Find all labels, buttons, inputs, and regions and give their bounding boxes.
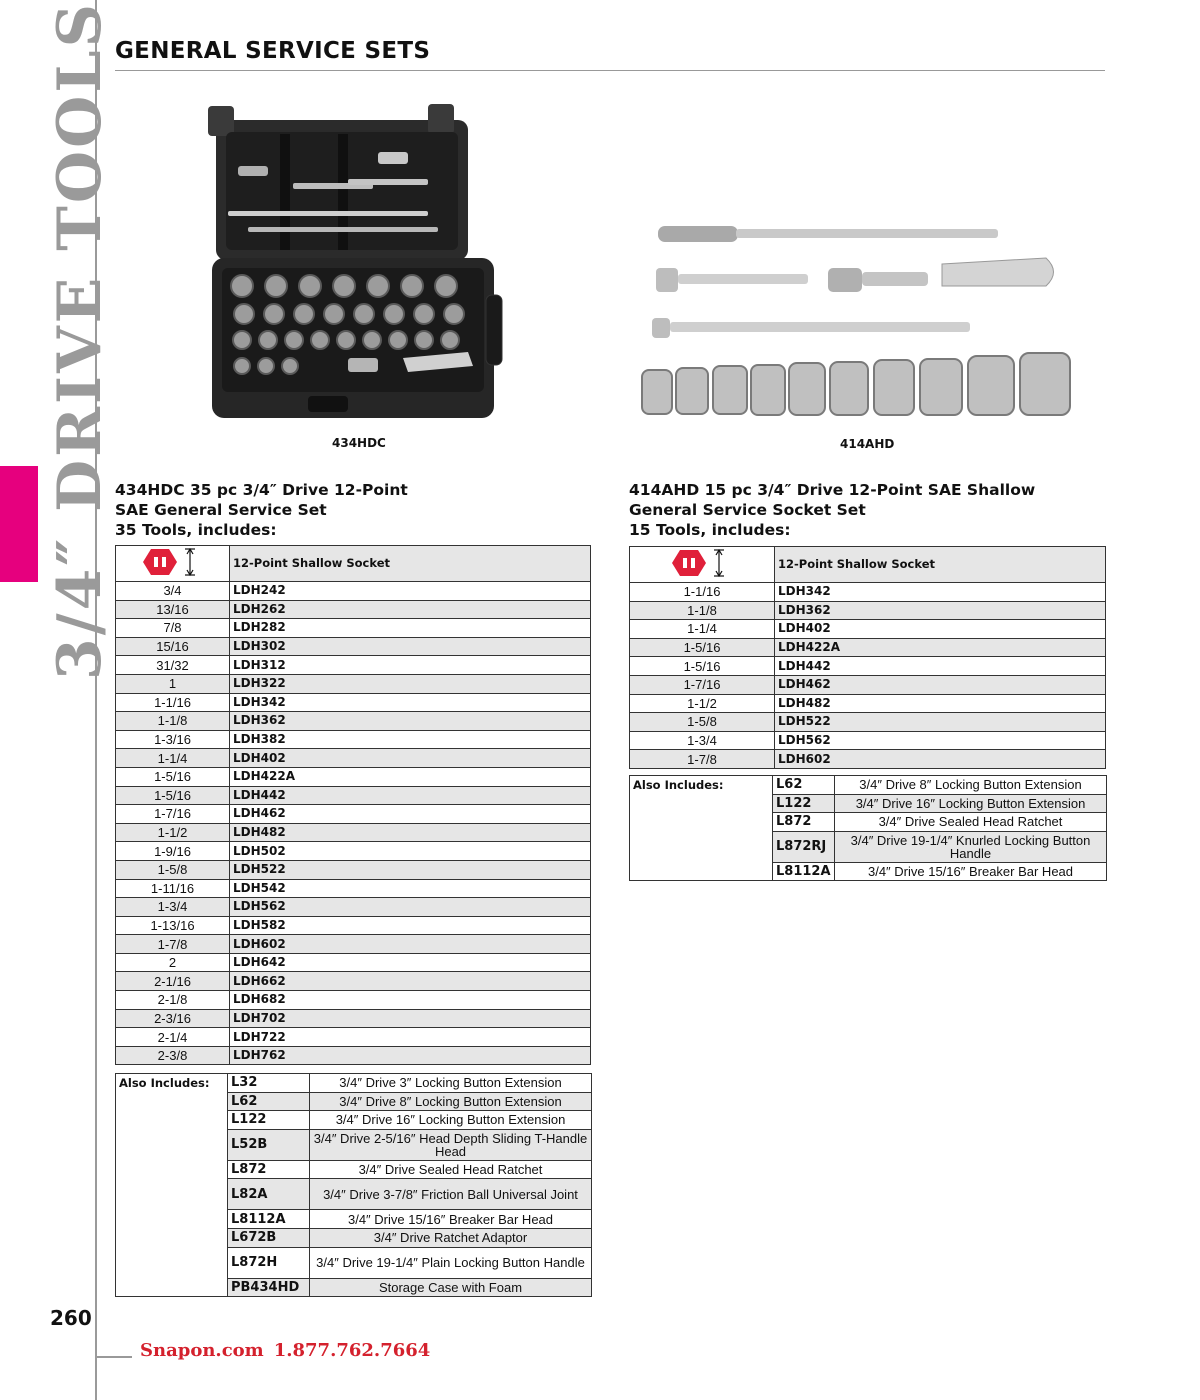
part-number: PB434HD [228, 1278, 310, 1297]
table-row [630, 675, 1106, 694]
table-row [116, 1046, 591, 1065]
part-number: LDH502 [230, 842, 591, 861]
table-row [630, 713, 1106, 732]
434hdc-set-heading [115, 480, 408, 540]
434hdc-heading-line-2: SAE General Service Set [115, 501, 327, 519]
part-number: LDH482 [775, 694, 1106, 713]
part-number: LDH762 [230, 1046, 591, 1065]
socket-size: 1-3/4 [630, 731, 775, 750]
item-description: 3/4″ Drive 15/16″ Breaker Bar Head [835, 862, 1107, 881]
434hdc-caption: 434HDC [332, 436, 386, 450]
part-number: LDH522 [230, 860, 591, 879]
socket-size: 1-5/8 [630, 713, 775, 732]
part-number: LDH402 [230, 749, 591, 768]
part-number: LDH282 [230, 619, 591, 638]
part-number: LDH362 [230, 712, 591, 731]
footer-phone: 1.877.762.7664 [273, 1340, 431, 1361]
table-header-label: 12-Point Shallow Socket [775, 547, 1106, 583]
part-number: LDH642 [230, 953, 591, 972]
414ahd-heading-line-2: General Service Socket Set [629, 501, 866, 519]
socket-size: 1-1/16 [116, 693, 230, 712]
part-number: LDH562 [230, 898, 591, 917]
table-row [630, 657, 1106, 676]
434hdc-also-includes-table [115, 1073, 592, 1297]
434hdc-also-rows [116, 1074, 592, 1297]
part-number: LDH322 [230, 674, 591, 693]
part-number: LDH582 [230, 916, 591, 935]
part-number: LDH722 [230, 1028, 591, 1047]
table-row [116, 767, 591, 786]
414ahd-heading-line-1: 414AHD 15 pc 3/4″ Drive 12-Point SAE Shallow [629, 481, 1036, 499]
table-row [116, 1009, 591, 1028]
page-title: GENERAL SERVICE SETS [115, 38, 431, 64]
item-description: 3/4″ Drive Sealed Head Ratchet [835, 813, 1107, 832]
socket-size: 7/8 [116, 619, 230, 638]
part-number: LDH482 [230, 823, 591, 842]
table-row [630, 750, 1106, 769]
socket-size: 1-1/4 [630, 620, 775, 639]
part-number: LDH262 [230, 600, 591, 619]
434hdc-heading-line-1: 434HDC 35 pc 3/4″ Drive 12-Point [115, 481, 408, 499]
part-number: LDH542 [230, 879, 591, 898]
part-number: LDH562 [775, 731, 1106, 750]
socket-size: 31/32 [116, 656, 230, 675]
414ahd-socket-rows [630, 583, 1106, 769]
part-number: LDH602 [230, 935, 591, 954]
part-number: LDH662 [230, 972, 591, 991]
socket-size: 1-11/16 [116, 879, 230, 898]
socket-size: 1-13/16 [116, 916, 230, 935]
part-number: L872 [773, 813, 835, 832]
socket-size: 1-1/16 [630, 583, 775, 602]
item-description: 3/4″ Drive 2-5/16″ Head Depth Sliding T-Handle Head [310, 1129, 592, 1160]
part-number: LDH342 [230, 693, 591, 712]
414ahd-caption: 414AHD [840, 437, 895, 451]
title-divider [115, 70, 1105, 71]
414ahd-also-includes-table [629, 775, 1107, 881]
item-description: 3/4″ Drive 19-1/4″ Plain Locking Button Handle [310, 1247, 592, 1278]
part-number: L52B [228, 1129, 310, 1160]
part-number: L872 [228, 1160, 310, 1179]
socket-size: 1-5/16 [630, 638, 775, 657]
table-row [630, 776, 1107, 795]
item-description: 3/4″ Drive 16″ Locking Button Extension [835, 794, 1107, 813]
table-row [116, 1028, 591, 1047]
414ahd-also-rows [630, 776, 1107, 881]
item-description: 3/4″ Drive 15/16″ Breaker Bar Head [310, 1210, 592, 1229]
socket-size: 1-5/16 [116, 767, 230, 786]
socket-size: 2 [116, 953, 230, 972]
socket-size: 2-1/8 [116, 991, 230, 1010]
socket-size: 1-3/16 [116, 730, 230, 749]
table-row [630, 620, 1106, 639]
part-number: L8112A [228, 1210, 310, 1229]
414ahd-heading-line-3: 15 Tools, includes: [629, 521, 791, 539]
part-number: LDH442 [775, 657, 1106, 676]
table-row [116, 786, 591, 805]
table-row [116, 991, 591, 1010]
414ahd-set-heading [629, 480, 1035, 540]
also-includes-label: Also Includes: [630, 776, 773, 881]
part-number: LDH462 [230, 805, 591, 824]
table-row [630, 601, 1106, 620]
footer-rule [97, 1356, 132, 1358]
table-row [116, 637, 591, 656]
table-row [116, 860, 591, 879]
part-number: LDH382 [230, 730, 591, 749]
part-number: L122 [228, 1111, 310, 1130]
item-description: 3/4″ Drive 3-7/8″ Friction Ball Universal Joint [310, 1179, 592, 1210]
part-number: LDH402 [775, 620, 1106, 639]
part-number: LDH602 [775, 750, 1106, 769]
part-number: LDH522 [775, 713, 1106, 732]
table-row [116, 712, 591, 731]
socket-size: 2-3/16 [116, 1009, 230, 1028]
section-tab [0, 466, 38, 582]
part-number: LDH442 [230, 786, 591, 805]
socket-size: 1-3/4 [116, 898, 230, 917]
12-point-socket-icon [630, 547, 775, 583]
434hdc-socket-table [115, 545, 591, 1065]
table-header-row [116, 546, 591, 582]
part-number: L8112A [773, 862, 835, 881]
414ahd-product-photo [636, 212, 1076, 427]
item-description: 3/4″ Drive 8″ Locking Button Extension [835, 776, 1107, 795]
table-row [116, 693, 591, 712]
part-number: L62 [228, 1092, 310, 1111]
socket-size: 1-5/8 [116, 860, 230, 879]
socket-size: 1-1/2 [116, 823, 230, 842]
part-number: LDH342 [775, 583, 1106, 602]
table-row [630, 583, 1106, 602]
socket-size: 1-1/8 [630, 601, 775, 620]
table-row [116, 805, 591, 824]
table-row [116, 1074, 592, 1093]
side-title: 3/4″ DRIVE TOOLS [45, 1, 115, 680]
socket-size: 15/16 [116, 637, 230, 656]
table-row [116, 972, 591, 991]
table-row [116, 879, 591, 898]
table-row [116, 619, 591, 638]
part-number: LDH702 [230, 1009, 591, 1028]
part-number: L32 [228, 1074, 310, 1093]
part-number: L82A [228, 1179, 310, 1210]
table-row [116, 953, 591, 972]
part-number: L62 [773, 776, 835, 795]
table-row [116, 916, 591, 935]
item-description: Storage Case with Foam [310, 1278, 592, 1297]
434hdc-product-photo [198, 100, 518, 425]
table-row [116, 582, 591, 601]
part-number: L872RJ [773, 831, 835, 862]
part-number: LDH682 [230, 991, 591, 1010]
socket-size: 1-1/8 [116, 712, 230, 731]
table-header-row [630, 547, 1106, 583]
table-row [116, 656, 591, 675]
socket-size: 2-1/4 [116, 1028, 230, 1047]
socket-size: 1-7/16 [630, 675, 775, 694]
table-header-label: 12-Point Shallow Socket [230, 546, 591, 582]
socket-size: 1-9/16 [116, 842, 230, 861]
part-number: LDH242 [230, 582, 591, 601]
table-row [116, 823, 591, 842]
part-number: LDH462 [775, 675, 1106, 694]
socket-size: 1-7/8 [116, 935, 230, 954]
socket-size: 1-1/2 [630, 694, 775, 713]
socket-size: 1-1/4 [116, 749, 230, 768]
table-row [630, 638, 1106, 657]
socket-size: 1-7/8 [630, 750, 775, 769]
socket-size: 2-1/16 [116, 972, 230, 991]
part-number: LDH422A [775, 638, 1106, 657]
part-number: LDH312 [230, 656, 591, 675]
table-row [116, 842, 591, 861]
part-number: LDH422A [230, 767, 591, 786]
socket-size: 1-5/16 [630, 657, 775, 676]
part-number: LDH302 [230, 637, 591, 656]
414ahd-socket-table [629, 546, 1106, 769]
12-point-socket-icon [116, 546, 230, 582]
also-includes-label: Also Includes: [116, 1074, 228, 1297]
table-row [116, 730, 591, 749]
table-row [630, 731, 1106, 750]
item-description: 3/4″ Drive Ratchet Adaptor [310, 1228, 592, 1247]
table-row [630, 694, 1106, 713]
434hdc-heading-line-3: 35 Tools, includes: [115, 521, 277, 539]
socket-size: 2-3/8 [116, 1046, 230, 1065]
socket-size: 1-5/16 [116, 786, 230, 805]
item-description: 3/4″ Drive 16″ Locking Button Extension [310, 1111, 592, 1130]
table-row [116, 898, 591, 917]
part-number: LDH362 [775, 601, 1106, 620]
part-number: L672B [228, 1228, 310, 1247]
item-description: 3/4″ Drive Sealed Head Ratchet [310, 1160, 592, 1179]
part-number: L872H [228, 1247, 310, 1278]
table-row [116, 935, 591, 954]
socket-size: 3/4 [116, 582, 230, 601]
table-row [116, 749, 591, 768]
434hdc-socket-rows [116, 582, 591, 1065]
item-description: 3/4″ Drive 8″ Locking Button Extension [310, 1092, 592, 1111]
footer-website-link[interactable]: Snapon.com [140, 1340, 264, 1361]
item-description: 3/4″ Drive 19-1/4″ Knurled Locking Button Handle [835, 831, 1107, 862]
item-description: 3/4″ Drive 3″ Locking Button Extension [310, 1074, 592, 1093]
page-number: 260 [50, 1306, 92, 1330]
footer-contact [140, 1340, 430, 1361]
part-number: L122 [773, 794, 835, 813]
socket-size: 1 [116, 674, 230, 693]
table-row [116, 674, 591, 693]
socket-size: 13/16 [116, 600, 230, 619]
socket-size: 1-7/16 [116, 805, 230, 824]
table-row [116, 600, 591, 619]
